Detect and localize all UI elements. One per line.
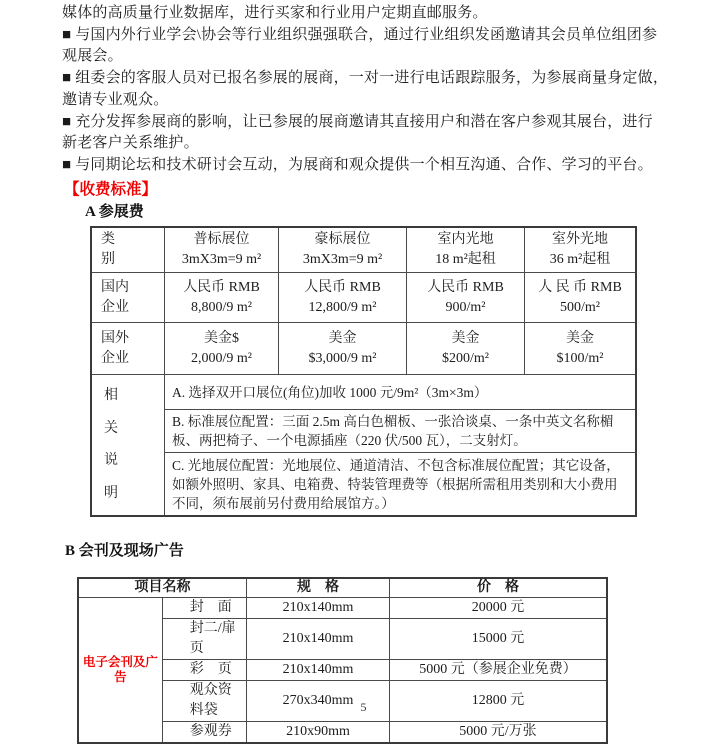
exhibition-fee-table bbox=[90, 226, 637, 517]
price-line: 美金 bbox=[328, 330, 357, 346]
price-line: 人民币 RMB bbox=[304, 279, 381, 295]
header-cell-price: 价 格 bbox=[390, 578, 608, 598]
intro-line: ■ 充分发挥参展商的影响，让已参展的展商邀请其直接用户和潜在客户参观其展台，进行 bbox=[62, 113, 653, 130]
price-cell: 5000 元（参展企业免费） bbox=[390, 660, 608, 681]
spec-cell: 210x140mm bbox=[247, 619, 390, 660]
price-cell bbox=[407, 323, 525, 375]
header-cell-indoor-space bbox=[407, 227, 525, 273]
subsection-b-title: B 会刊及现场广告 bbox=[65, 543, 184, 559]
item-name-cell: 参观券 bbox=[162, 722, 246, 744]
item-name-cell: 封 面 bbox=[162, 598, 246, 619]
header-cell-outdoor-space bbox=[525, 227, 637, 273]
row-label-domestic bbox=[91, 273, 165, 323]
intro-line: 新老客户关系维护。 bbox=[62, 135, 199, 152]
price-cell bbox=[525, 323, 637, 375]
header-cell-item-name: 项目名称 bbox=[78, 578, 247, 598]
intro-line: ■ 与同期论坛和技术研讨会互动，为展商和观众提供一个相互沟通、合作、学习的平台。 bbox=[62, 156, 653, 173]
header-cell-spec: 规 格 bbox=[247, 578, 390, 598]
price-cell bbox=[279, 323, 407, 375]
price-line: 美金 bbox=[566, 330, 594, 346]
price-cell bbox=[165, 273, 279, 323]
header-line: 普标展位 bbox=[193, 232, 250, 247]
row-label-foreign bbox=[91, 323, 165, 375]
table-row-domestic bbox=[91, 273, 636, 323]
intro-line: ■ 与国内外行业学会\协会等行业组织强强联合，通过行业组织发函邀请其会员单位组团参 bbox=[62, 26, 658, 43]
subsection-a-title: A 参展费 bbox=[85, 204, 144, 220]
price-cell bbox=[279, 273, 407, 323]
header-cell-deluxe-booth bbox=[279, 227, 407, 273]
table-row bbox=[78, 598, 607, 619]
price-cell bbox=[165, 323, 279, 375]
label-line: 国内 bbox=[101, 279, 129, 295]
price-cell: 15000 元 bbox=[390, 619, 608, 660]
price-line: 8,800/9 m² bbox=[191, 299, 252, 315]
spec-cell: 210x140mm bbox=[247, 660, 390, 681]
label-char: 说 bbox=[104, 453, 118, 469]
header-line: 18 m²起租 bbox=[435, 252, 496, 267]
price-line: 2,000/9 m² bbox=[191, 350, 252, 366]
price-line: 12,800/9 m² bbox=[308, 299, 377, 315]
label-line: 企业 bbox=[101, 350, 129, 366]
label-char: 明 bbox=[104, 485, 118, 501]
price-cell bbox=[407, 273, 525, 323]
header-line: 别 bbox=[101, 252, 115, 267]
header-line: 室内光地 bbox=[437, 232, 494, 247]
intro-line: 媒体的高质量行业数据库，进行买家和行业用户定期直邮服务。 bbox=[62, 5, 488, 21]
note-cell: A. 选择双开口展位(角位)加收 1000 元/9m²（3m×3m） bbox=[165, 375, 637, 410]
fee-standard-heading: 【收费标准】 bbox=[64, 181, 158, 198]
intro-line: ■ 组委会的客服人员对已报名参展的展商，一对一进行电话跟踪服务，为参展商量身定做， bbox=[62, 70, 668, 87]
table-row-note-a bbox=[91, 375, 636, 410]
price-line: 人民币 RMB bbox=[427, 279, 504, 295]
price-line: $100/m² bbox=[556, 350, 604, 366]
item-name-cell: 封二/扉页 bbox=[162, 619, 246, 660]
header-cell-category bbox=[91, 227, 165, 273]
intro-line: 邀请专业观众。 bbox=[62, 91, 169, 108]
price-cell bbox=[525, 273, 637, 323]
spec-cell: 210x90mm bbox=[247, 722, 390, 744]
table-row-foreign bbox=[91, 323, 636, 375]
table-row bbox=[91, 227, 636, 273]
header-line: 豪标展位 bbox=[314, 232, 371, 247]
spec-cell: 210x140mm bbox=[247, 598, 390, 619]
label-line: 国外 bbox=[101, 330, 129, 346]
price-line: 美金$ bbox=[204, 330, 239, 346]
spec-cell: 270x340mm bbox=[247, 681, 390, 722]
price-line: 美金 bbox=[451, 330, 480, 346]
price-line: 500/m² bbox=[560, 299, 600, 315]
price-cell: 12800 元 bbox=[390, 681, 608, 722]
catalogue-ads-table bbox=[77, 577, 608, 744]
price-cell: 5000 元/万张 bbox=[390, 722, 608, 744]
table-row-note-c bbox=[91, 453, 636, 517]
page-number: 5 bbox=[360, 700, 367, 714]
side-label-ecatalogue-ads: 电子会刊及广告 bbox=[78, 598, 162, 744]
header-line: 室外光地 bbox=[552, 232, 608, 247]
price-line: $200/m² bbox=[442, 350, 489, 366]
note-cell: B. 标准展位配置：三面 2.5m 高白色楣板、一张洽谈桌、一条中英文名称楣板、两把椅子、一个电源插座（220 伏/500 瓦），二支射灯。 bbox=[165, 410, 637, 453]
row-label-related-notes bbox=[91, 375, 165, 517]
price-line: 900/m² bbox=[445, 299, 486, 315]
table-header-row bbox=[78, 578, 607, 598]
label-line: 企业 bbox=[101, 299, 129, 315]
price-line: 人民币 RMB bbox=[183, 279, 260, 295]
price-line: 人 民 币 RMB bbox=[538, 279, 622, 295]
table-row-note-b bbox=[91, 410, 636, 453]
intro-line: 观展会。 bbox=[62, 48, 123, 65]
price-line: $3,000/9 m² bbox=[308, 350, 377, 366]
note-cell: C. 光地展位配置：光地展位、通道清洁、不包含标准展位配置；其它设备，如额外照明、家具、电箱费、特装管理费等（根据所需租用类别和大小费用不同，须布展前另付费用给展馆方。） bbox=[165, 453, 637, 517]
header-line: 3mX3m=9 m² bbox=[302, 252, 383, 267]
intro-paragraphs bbox=[62, 3, 668, 177]
label-char: 关 bbox=[104, 420, 118, 436]
header-line: 36 m²起租 bbox=[549, 252, 611, 267]
header-line: 类 bbox=[101, 232, 115, 247]
header-cell-standard-booth bbox=[165, 227, 279, 273]
label-char: 相 bbox=[104, 388, 118, 403]
item-name-cell: 彩 页 bbox=[162, 660, 246, 681]
price-cell: 20000 元 bbox=[390, 598, 608, 619]
header-line: 3mX3m=9 m² bbox=[181, 252, 262, 267]
item-name-cell: 观众资料袋 bbox=[162, 681, 246, 722]
